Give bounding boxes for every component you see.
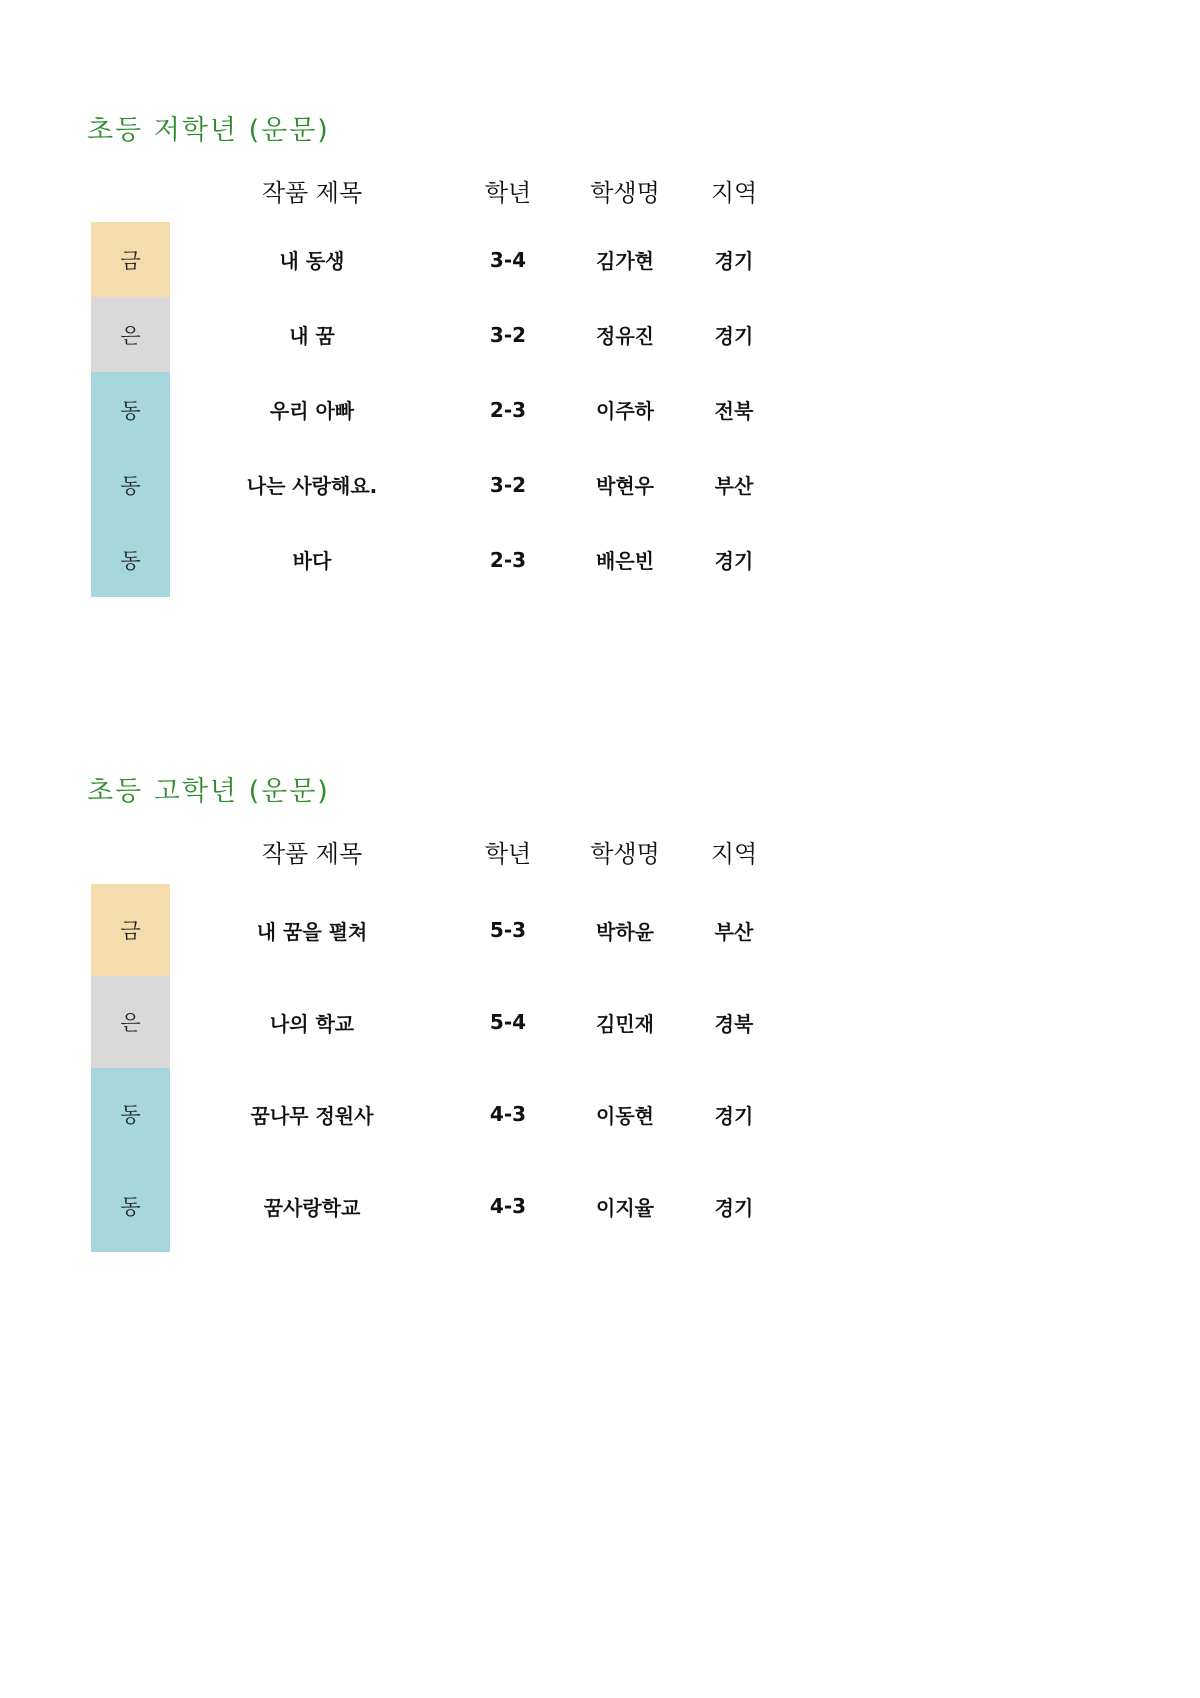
header-name: 학생명 [590, 179, 660, 207]
grade: 4-3 [489, 1194, 527, 1218]
region: 부산 [714, 474, 754, 498]
grade: 3-2 [489, 472, 527, 497]
medal-badge: 동 [91, 522, 170, 597]
work-title: 꿈나무 정원사 [250, 1103, 374, 1128]
header-region: 지역 [710, 840, 758, 868]
section-title: 초등 저학년 (운문) [87, 115, 330, 146]
work-title: 내 꿈을 펼쳐 [256, 919, 368, 944]
medal-badge: 동 [91, 372, 170, 447]
region: 경기 [714, 549, 754, 573]
student-name: 이주하 [596, 399, 654, 423]
table-row [0, 297, 1200, 372]
table-row [0, 976, 1200, 1068]
header-name: 학생명 [590, 840, 660, 868]
work-title: 내 꿈 [289, 324, 335, 348]
work-title: 우리 아빠 [269, 399, 355, 423]
table-row [0, 1068, 1200, 1160]
region: 부산 [714, 919, 754, 944]
table-row [0, 1160, 1200, 1252]
medal-badge: 동 [91, 1068, 170, 1160]
region: 경북 [714, 1011, 754, 1036]
table-row [0, 884, 1200, 976]
grade: 2-3 [489, 397, 527, 422]
student-name: 박현우 [596, 474, 654, 498]
section-title: 초등 고학년 (운문) [87, 776, 330, 807]
student-name: 이지율 [596, 1195, 654, 1220]
header-title: 작품 제목 [261, 179, 363, 207]
region: 경기 [714, 1195, 754, 1220]
medal-badge: 은 [91, 297, 170, 372]
grade: 2-3 [489, 547, 527, 572]
medal-badge: 동 [91, 447, 170, 522]
table-header [0, 173, 1200, 213]
work-title: 바다 [292, 549, 332, 573]
grade: 5-4 [489, 1010, 527, 1034]
header-title: 작품 제목 [261, 840, 363, 868]
header-grade: 학년 [484, 840, 532, 868]
student-name: 이동현 [596, 1103, 654, 1128]
region: 경기 [714, 324, 754, 348]
grade: 3-4 [489, 247, 527, 272]
medal-badge: 동 [91, 1160, 170, 1252]
work-title: 나의 학교 [269, 1011, 355, 1036]
table-row [0, 522, 1200, 597]
work-title: 나는 사랑해요. [246, 474, 378, 498]
table-row [0, 222, 1200, 297]
header-region: 지역 [710, 179, 758, 207]
grade: 5-3 [489, 918, 527, 942]
region: 경기 [714, 249, 754, 273]
grade: 4-3 [489, 1102, 527, 1126]
student-name: 김가현 [596, 249, 654, 273]
work-title: 내 동생 [279, 249, 345, 273]
medal-badge: 금 [91, 884, 170, 976]
header-grade: 학년 [484, 179, 532, 207]
student-name: 박하윤 [596, 919, 654, 944]
medal-badge: 금 [91, 222, 170, 297]
student-name: 배은빈 [596, 549, 654, 573]
award-table [0, 884, 1200, 1252]
medal-badge: 은 [91, 976, 170, 1068]
table-row [0, 372, 1200, 447]
grade: 3-2 [489, 322, 527, 347]
student-name: 정유진 [596, 324, 654, 348]
region: 전북 [714, 399, 754, 423]
table-header [0, 834, 1200, 874]
region: 경기 [714, 1103, 754, 1128]
work-title: 꿈사랑학교 [263, 1195, 361, 1220]
table-row [0, 447, 1200, 522]
student-name: 김민재 [596, 1011, 654, 1036]
award-table [0, 222, 1200, 597]
